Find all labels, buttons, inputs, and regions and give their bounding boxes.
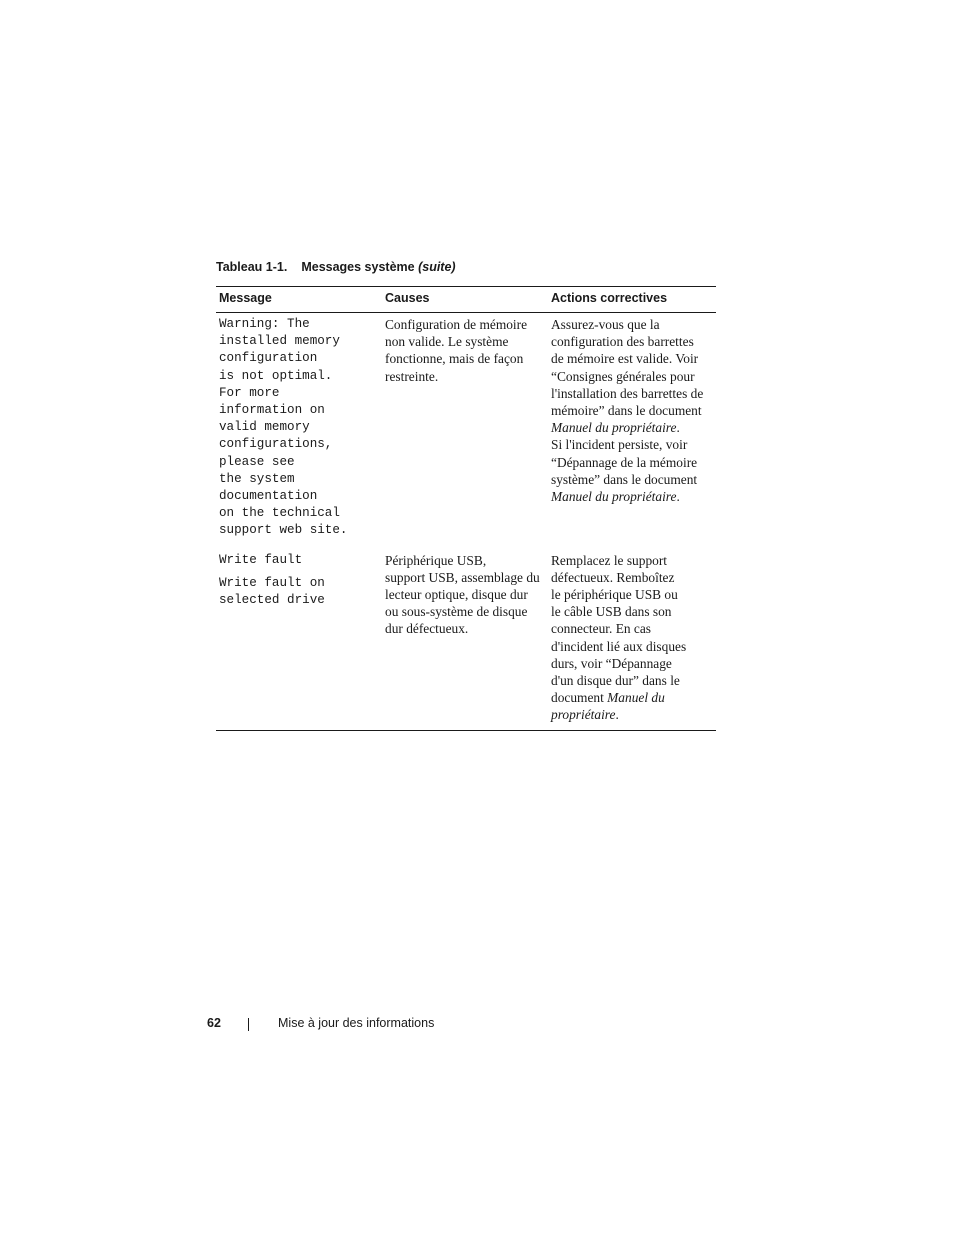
- actions-text-part: .: [676, 489, 680, 505]
- causes-cell: [382, 550, 548, 731]
- actions-text-part: .: [615, 707, 619, 723]
- causes-cell: [382, 313, 548, 550]
- table-caption: [216, 260, 456, 274]
- causes-text: Configuration de mémoire non valide. Le système fonctionne, mais de façon restreinte.: [385, 317, 528, 384]
- header-actions: Actions correctives: [548, 287, 716, 313]
- caption-suffix: (suite): [418, 260, 456, 274]
- header-message: Message: [216, 287, 382, 313]
- actions-text-part: Assurez-vous que la configuration des barrettes de mémoire est valide. Voir “Consignes générales pour l'installation des barrettes de mémoire” dans le document: [551, 317, 704, 419]
- caption-label: Tableau 1-1.: [216, 260, 288, 274]
- message-cell: [216, 550, 382, 731]
- actions-text: [551, 552, 713, 724]
- table-header-row: [216, 287, 716, 313]
- message-text: Write fault on selected drive: [219, 575, 325, 608]
- manual-reference: Manuel du propriétaire: [551, 690, 665, 723]
- message-cell: [216, 313, 382, 550]
- table-row: [216, 550, 716, 731]
- manual-reference: Manuel du propriétaire: [551, 420, 677, 436]
- header-causes: Causes: [382, 287, 548, 313]
- manual-reference: Manuel du propriétaire: [551, 489, 677, 505]
- actions-cell: [548, 550, 716, 731]
- actions-text-part: Remplacez le support défectueux. Remboîtez le périphérique USB ou le câble USB dans son connecteur. En cas d'incident lié aux disques durs, voir “Dépannage d'un disque dur” dans le document: [551, 552, 687, 706]
- actions-cell: [548, 313, 716, 550]
- page-number: 62: [207, 1016, 221, 1030]
- footer-separator: [248, 1018, 249, 1031]
- caption-title: Messages système: [301, 260, 419, 274]
- footer-title: Mise à jour des informations: [278, 1016, 435, 1030]
- actions-text-part: . Si l'incident persiste, voir “Dépannage de la mémoire système” dans le document: [551, 420, 698, 487]
- system-messages-table: [216, 286, 716, 731]
- message-text: Warning: The installed memory configuration is not optimal. For more information on valid memory configurations, please see the system documentation on the technical support web site.: [219, 317, 348, 538]
- actions-text: [551, 316, 713, 505]
- causes-text: Périphérique USB, support USB, assemblage du lecteur optique, disque dur ou sous-système de disque dur défectueux.: [385, 552, 540, 637]
- message-text: Write fault: [219, 552, 303, 567]
- table-row: [216, 313, 716, 550]
